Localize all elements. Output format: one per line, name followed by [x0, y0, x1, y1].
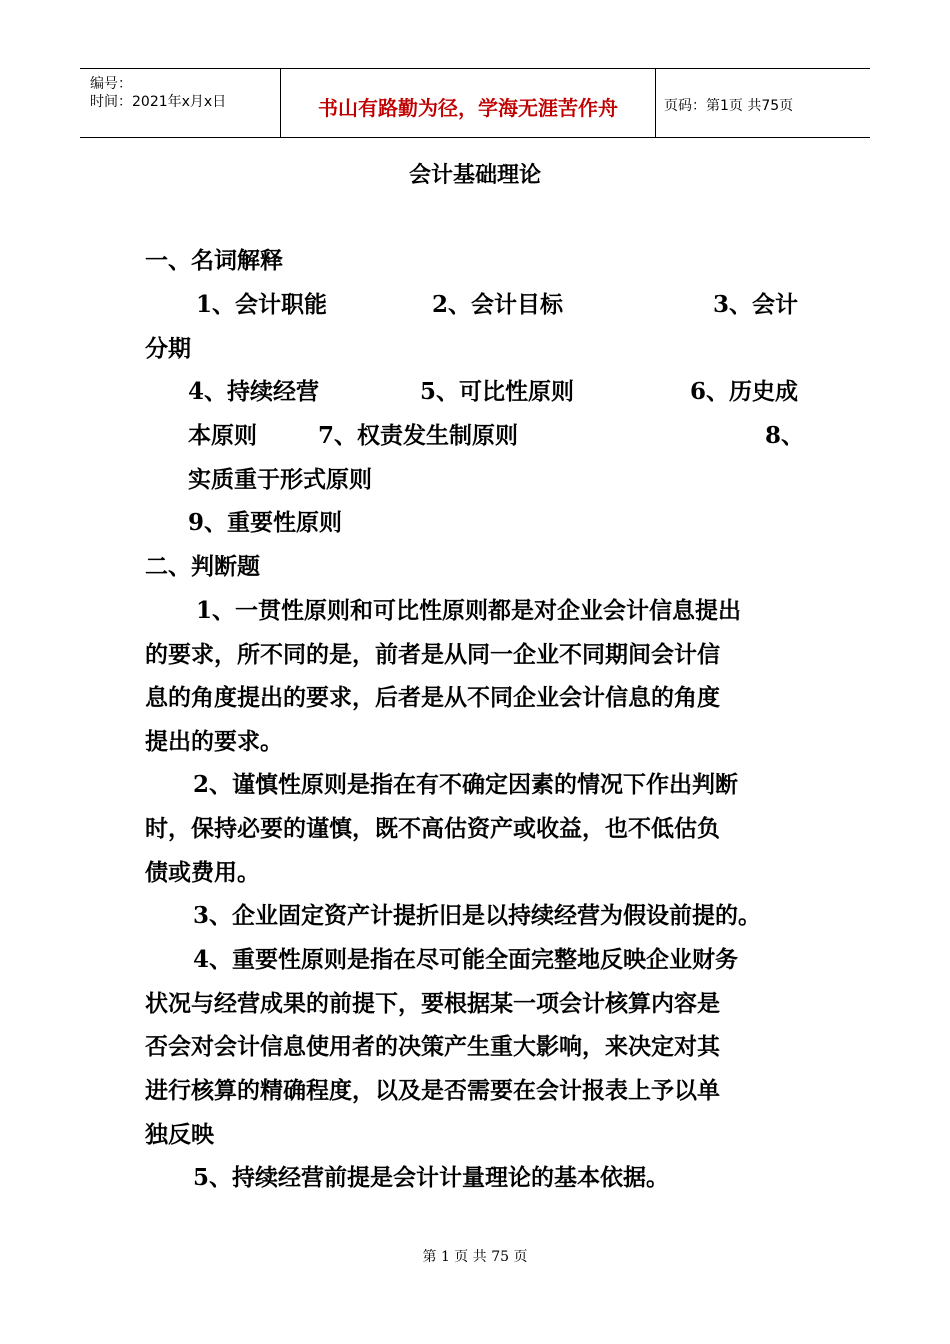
document-time-label: 时间：2021年x月x日 — [90, 94, 227, 110]
header-meta-cell — [80, 69, 280, 137]
term-1: 1、会计职能 — [196, 291, 328, 318]
document-number-label: 编号： — [90, 76, 132, 92]
judgement-line: 3、企业固定资产计提折旧是以持续经营为假设前提的。 — [193, 902, 762, 929]
document-title: 会计基础理论 — [408, 162, 541, 188]
term-7: 7、权责发生制原则 — [318, 422, 519, 449]
judgement-line: 进行核算的精确程度，以及是否需要在会计报表上予以单 — [145, 1077, 720, 1104]
judgement-line: 2、谨慎性原则是指在有不确定因素的情况下作出判断 — [193, 771, 739, 798]
header-motto: 书山有路勤为径，学海无涯苦作舟 — [318, 96, 618, 120]
judgement-line: 4、重要性原则是指在尽可能全面完整地反映企业财务 — [193, 946, 739, 973]
term-6b: 本原则 — [188, 422, 257, 449]
judgement-line: 时，保持必要的谨慎，既不高估资产或收益，也不低估负 — [145, 815, 720, 842]
term-3b: 分期 — [145, 335, 191, 362]
term-2: 2、会计目标 — [432, 291, 564, 318]
page-footer: 第 1 页 共 75 页 — [422, 1249, 528, 1265]
header-page-info: 页码：第1页 共75页 — [664, 98, 794, 114]
judgement-line: 状况与经营成果的前提下，要根据某一项会计核算内容是 — [145, 990, 720, 1017]
header-motto-cell — [280, 69, 656, 137]
section1-heading: 一、名词解释 — [145, 247, 283, 274]
term-3a: 3、会计 — [713, 291, 799, 318]
term-4: 4、持续经营 — [188, 378, 320, 405]
judgement-line: 否会对会计信息使用者的决策产生重大影响，来决定对其 — [145, 1033, 720, 1060]
term-8b: 实质重于形式原则 — [188, 466, 372, 493]
judgement-line: 独反映 — [145, 1121, 214, 1148]
section2-heading: 二、判断题 — [145, 553, 260, 580]
judgement-line: 5、持续经营前提是会计计量理论的基本依据。 — [193, 1164, 670, 1191]
judgement-line: 1、一贯性原则和可比性原则都是对企业会计信息提出 — [196, 597, 742, 624]
header-page-cell — [655, 69, 870, 137]
judgement-line: 息的角度提出的要求，后者是从不同企业会计信息的角度 — [145, 684, 720, 711]
judgement-line: 债或费用。 — [145, 859, 260, 886]
term-8a: 8、 — [765, 422, 805, 449]
term-5: 5、可比性原则 — [420, 378, 575, 405]
header-table — [80, 68, 870, 138]
term-6a: 6、历史成 — [690, 378, 799, 405]
judgement-line: 提出的要求。 — [145, 728, 283, 755]
term-9: 9、重要性原则 — [188, 509, 343, 536]
judgement-line: 的要求，所不同的是，前者是从同一企业不同期间会计信 — [145, 641, 720, 668]
